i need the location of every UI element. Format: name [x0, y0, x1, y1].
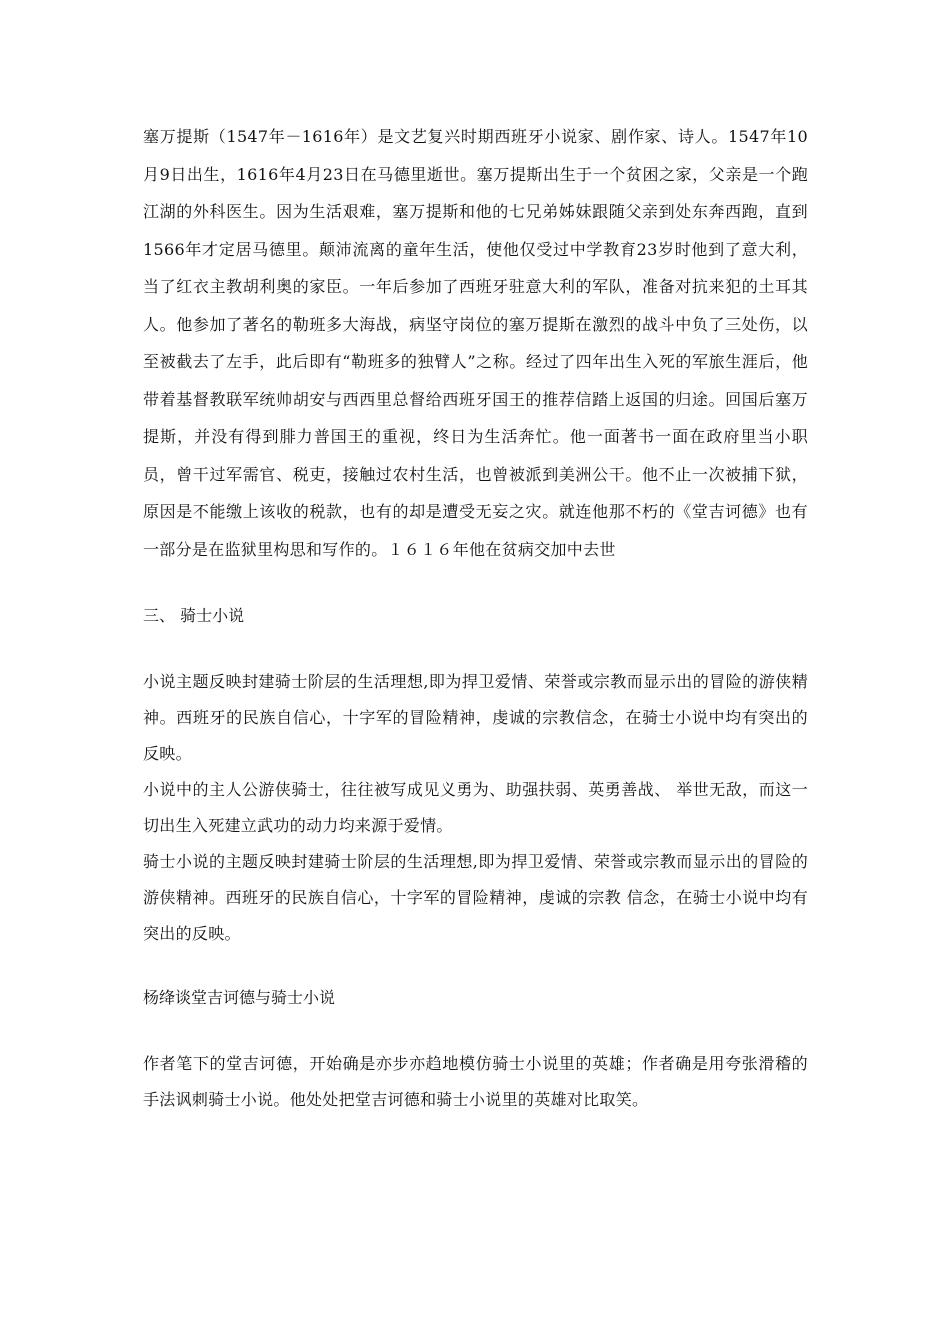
knight-novel-paragraph-3: 骑士小说的主题反映封建骑士阶层的生活理想,即为捍卫爱情、荣誉或宗教而显示出的冒险的游侠精神。西班牙的民族自信心，十字军的冒险精神，虔诚的宗教 信念，在骑士小说中均有突出的反映。	[143, 852, 808, 943]
spacer	[143, 952, 808, 980]
spacer	[143, 1016, 808, 1046]
section-heading-yang-jiang: 杨绛谈堂吉诃德与骑士小说	[143, 988, 336, 1007]
knight-novel-paragraph-2: 小说中的主人公游侠骑士，往往被写成见义勇为、助强扶弱、英勇善战、 举世无敌，而这一切出生入死建立武功的动力均来源于爱情。	[143, 780, 808, 835]
knight-novel-paragraph-1: 小说主题反映封建骑士阶层的生活理想,即为捍卫爱情、荣誉或宗教而显示出的冒险的游侠精神。西班牙的民族自信心，十字军的冒险精神，虔诚的宗教信念，在骑士小说中均有突出的反映。	[143, 672, 808, 763]
biography-paragraph: 塞万提斯（1547年－1616年）是文艺复兴时期西班牙小说家、剧作家、诗人。1547年10月9日出生，1616年4月23日在马德里逝世。塞万提斯出生于一个贫困之家，父亲是一个跑江湖的外科医生。因为生活艰难，塞万提斯和他的七兄弟姊妹跟随父亲到处东奔西跑，直到1566年才定居马德里。颠沛流离的童年生活，使他仅受过中学教育23岁时他到了意大利，当了红衣主教胡利奥的家臣。一年后参加了西班牙驻意大利的军队，准备对抗来犯的土耳其人。他参加了著名的勒班多大海战，病坚守岗位的塞万提斯在激烈的战斗中负了三处伤，以至被截去了左手，此后即有“勒班多的独臂人”之称。经过了四年出生入死的军旅生涯后，他带着基督教联军统帅胡安与西西里总督给西班牙国王的推荐信踏上返国的归途。回国后塞万提斯，并没有得到腓力普国王的重视，终日为生活奔忙。他一面著书一面在政府里当小职员，曾干过军需官、税吏，接触过农村生活，也曾被派到美洲公干。他不止一次被捕下狱，原因是不能缴上该收的税款，也有的却是遭受无妄之灾。就连他那不朽的《堂吉诃德》也有一部分是在监狱里构思和写作的。１６１６年他在贫病交加中去世	[143, 127, 808, 559]
document-page	[143, 118, 808, 1118]
spacer	[143, 568, 808, 598]
spacer	[143, 634, 808, 664]
yang-jiang-paragraph: 作者笔下的堂吉诃德，开始确是亦步亦趋地模仿骑士小说里的英雄；作者确是用夸张滑稽的手法讽刺骑士小说。他处处把堂吉诃德和骑士小说里的英雄对比取笑。	[143, 1054, 808, 1109]
section-heading-knight-novels: 三、 骑士小说	[143, 606, 245, 625]
